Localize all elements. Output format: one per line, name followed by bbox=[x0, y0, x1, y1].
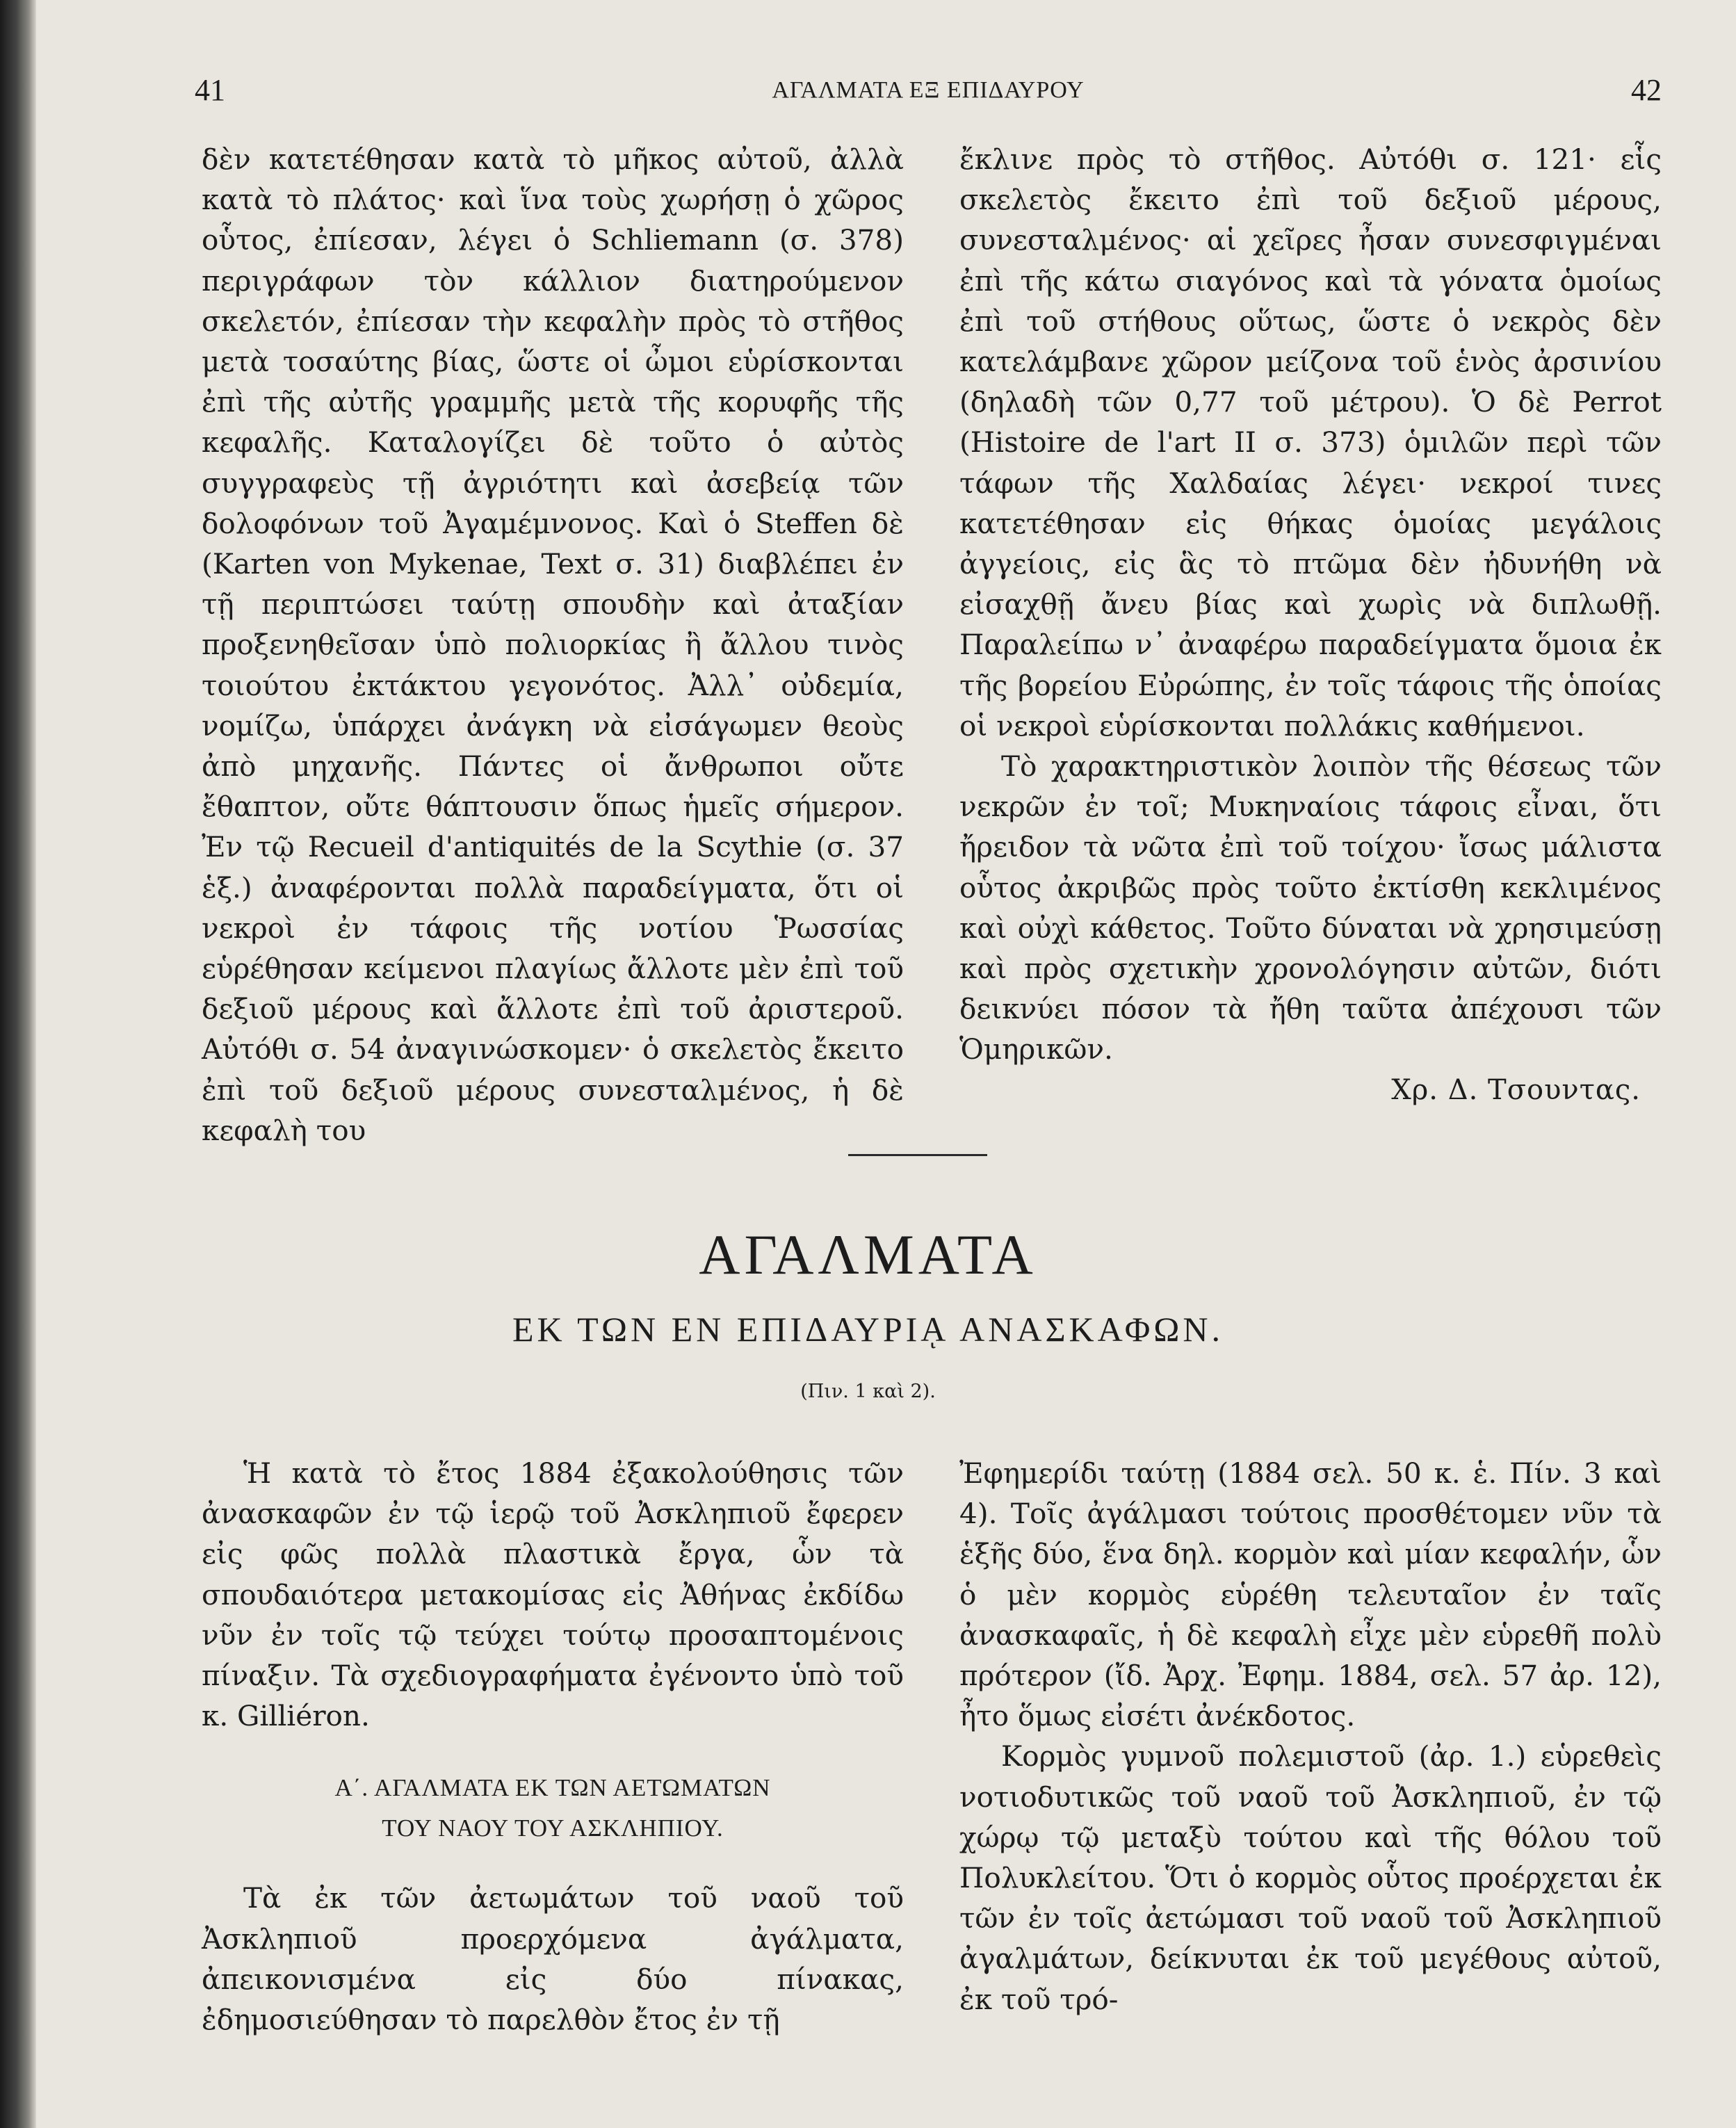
top-right-column bbox=[959, 139, 1662, 1110]
page-number-right: 42 bbox=[1631, 73, 1662, 107]
section-heading-line: Α΄. ΑΓΑΛΜΑΤΑ ΕΚ ΤΩΝ ΑΕΤΩΜΑΤΩΝ bbox=[334, 1774, 771, 1802]
section-heading-line: ΤΟΥ ΝΑΟΥ ΤΟΥ ΑΣΚΛΗΠΙΟΥ. bbox=[382, 1814, 724, 1842]
top-left-column bbox=[202, 139, 904, 1151]
article-title: ΑΓΑΛΜΑΤΑ bbox=[699, 1223, 1037, 1286]
section-divider bbox=[848, 1154, 987, 1156]
page-number-left: 41 bbox=[195, 73, 225, 107]
article-subtitle: ΕΚ ΤΩΝ ΕΝ ΕΠΙΔΑΥΡΙᾼ ΑΝΑΣΚΑΦΩΝ. bbox=[512, 1310, 1224, 1349]
bottom-left-column bbox=[202, 1453, 904, 2040]
paragraph: Κορμὸς γυμνοῦ πολεμιστοῦ (ἀρ. 1.) εὑρεθεὶς νοτιοδυτικῶς τοῦ ναοῦ τοῦ Ἀσκληπιοῦ, ἐν τῷ χώρῳ τῷ μεταξὺ τούτου καὶ τῆς θόλου τοῦ Πολυκλείτου. Ὅτι ὁ κορμὸς οὗτος προέρχεται ἐκ τῶν ἐν τοῖς ἀετώμασι τοῦ ναοῦ τοῦ Ἀσκληπιοῦ ἀγαλμάτων, δείκνυται ἐκ τοῦ μεγέθους αὐτοῦ, ἐκ τοῦ τρό- bbox=[959, 1739, 1662, 2016]
intro-paragraph: Ἡ κατὰ τὸ ἔτος 1884 ἐξακολούθησις τῶν ἀνασκαφῶν ἐν τῷ ἱερῷ τοῦ Ἀσκληπιοῦ ἔφερεν εἰς φῶς πολλὰ πλαστικὰ ἔργα, ὧν τὰ σπουδαιότερα μετακομίσας εἰς Ἀθήνας ἐκδίδω νῦν ἐν τοῖς τῷ τεύχει τούτῳ προσαπτομένοις πίναξιν. Τὰ σχεδιογραφήματα ἐγένοντο ὑπὸ τοῦ κ. Gilliéron. bbox=[202, 1456, 904, 1733]
paragraph: Ἐφημερίδι ταύτῃ (1884 σελ. 50 κ. ἑ. Πίν. 3 καὶ 4). Τοῖς ἀγάλμασι τούτοις προσθέτομεν νῦν τὰ ἑξῆς δύο, ἕνα δηλ. κορμὸν καὶ μίαν κεφαλήν, ὧν ὁ μὲν κορμὸς εὑρέθη τελευταῖον ἐν ταῖς ἀνασκαφαῖς, ἡ δὲ κεφαλὴ εἶχε μὲν εὑρεθῆ πολὺ πρότερον (ἴδ. Ἀρχ. Ἐφημ. 1884, σελ. 57 ἀρ. 12), ἦτο ὅμως εἰσέτι ἀνέκδοτος. bbox=[959, 1456, 1662, 1733]
bottom-right-column bbox=[959, 1453, 1662, 2020]
running-title: ΑΓΑΛΜΑΤΑ ΕΞ ΕΠΙΔΑΥΡΟΥ bbox=[772, 77, 1085, 103]
paragraph: ἔκλινε πρὸς τὸ στῆθος. Αὐτόθι σ. 121· εἷς σκελετὸς ἔκειτο ἐπὶ τοῦ δεξιοῦ μέρους, συνεσταλμένος· αἱ χεῖρες ἦσαν συνεσφιγμέναι ἐπὶ τῆς κάτω σιαγόνος καὶ τὰ γόνατα ὁμοίως ἐπὶ τοῦ στήθους οὕτως, ὥστε ὁ νεκρὸς δὲν κατελάμβανε χῶρον μείζονα τοῦ ἑνὸς ἀρσινίου (δηλαδὴ τῶν 0,77 τοῦ μέτρου). Ὁ δὲ Perrot (Histoire de l'art II σ. 373) ὁμιλῶν περὶ τῶν τάφων τῆς Χαλδαίας λέγει· νεκροί τινες κατετέθησαν εἰς θήκας ὁμοίας μεγάλοις ἀγγείοις, εἰς ἃς τὸ πτῶμα δὲν ἠδυνήθη νὰ εἰσαχθῇ ἄνευ βίας καὶ χωρὶς νὰ διπλωθῇ. Παραλείπω ν᾽ ἀναφέρω παραδείγματα ὅμοια ἐκ τῆς βορείου Εὐρώπης, ἐν τοῖς τάφοις τῆς ὁποίας οἱ νεκροὶ εὑρίσκονται πολλάκις καθήμενοι. bbox=[959, 143, 1662, 742]
paragraph: Τὸ χαρακτηριστικὸν λοιπὸν τῆς θέσεως τῶν νεκρῶν ἐν τοῖ; Μυκηναίοις τάφοις εἶναι, ὅτι ἤρειδον τὰ νῶτα ἐπὶ τοῦ τοίχου· ἴσως μάλιστα οὗτος ἀκριβῶς πρὸς τοῦτο ἐκτίσθη κεκλιμένος καὶ οὐχὶ κάθετος. Τοῦτο δύναται νὰ χρησιμεύσῃ καὶ πρὸς σχετικὴν χρονολόγησιν αὐτῶν, διότι δεικνύει πόσον τὰ ἤθη ταῦτα ἀπέχουσι τῶν Ὁμηρικῶν. bbox=[959, 749, 1662, 1066]
paragraph: δὲν κατετέθησαν κατὰ τὸ μῆκος αὐτοῦ, ἀλλὰ κατὰ τὸ πλάτος· καὶ ἵνα τοὺς χωρήσῃ ὁ χῶρος οὗτος, ἐπίεσαν, λέγει ὁ Schliemann (σ. 378) περιγράφων τὸν κάλλιον διατηρούμενον σκελετόν, ἐπίεσαν τὴν κεφαλὴν πρὸς τὸ στῆθος μετὰ τοσαύτης βίας, ὥστε οἱ ὦμοι εὑρίσκονται ἐπὶ τῆς αὐτῆς γραμμῆς μετὰ τῆς κορυφῆς τῆς κεφαλῆς. Καταλογίζει δὲ τοῦτο ὁ αὐτὸς συγγραφεὺς τῇ ἀγριότητι καὶ ἀσεβείᾳ τῶν δολοφόνων τοῦ Ἀγαμέμνονος. Καὶ ὁ Steffen δὲ (Karten von Mykenae, Text σ. 31) διαβλέπει ἐν τῇ περιπτώσει ταύτῃ σπουδὴν καὶ ἀταξίαν προξενηθεῖσαν ὑπὸ πολιορκίας ἢ ἄλλου τινὸς τοιούτου ἐκτάκτου γεγονότος. Ἀλλ᾽ οὐδεμία, νομίζω, ὑπάρχει ἀνάγκη νὰ εἰσάγωμεν θεοὺς ἀπὸ μηχανῆς. Πάντες οἱ ἄνθρωποι οὔτε ἔθαπτον, οὔτε θάπτουσιν ὅπως ἡμεῖς σήμερον. Ἐν τῷ Recueil d'antiquités de la Scythie (σ. 37 ἑξ.) ἀναφέρονται πολλὰ παραδείγματα, ὅτι οἱ νεκροὶ ἐν τάφοις τῆς νοτίου Ῥωσσίας εὑρέθησαν κείμενοι πλαγίως ἄλλοτε μὲν ἐπὶ τοῦ δεξιοῦ μέρους καὶ ἄλλοτε ἐπὶ τοῦ ἀριστεροῦ. Αὐτόθι σ. 54 ἀναγινώσκομεν· ὁ σκελετὸς ἔκειτο ἐπὶ τοῦ δεξιοῦ μέρους συνεσταλμένος, ἡ δὲ κεφαλὴ του bbox=[202, 143, 904, 1147]
plates-reference: (Πιν. 1 καὶ 2). bbox=[800, 1381, 936, 1402]
page-header bbox=[195, 70, 1662, 118]
section-heading bbox=[202, 1768, 904, 1849]
paragraph: Τὰ ἐκ τῶν ἀετωμάτων τοῦ ναοῦ τοῦ Ἀσκληπιοῦ προερχόμενα ἀγάλματα, ἀπεικονισμένα εἰς δύο πίνακας, ἐδημοσιεύθησαν τὸ παρελθὸν ἔτος ἐν τῇ bbox=[202, 1881, 904, 2037]
author-signature: Χρ. Δ. Τσουντας. bbox=[1391, 1073, 1641, 1106]
book-binding-shadow bbox=[0, 0, 36, 2128]
